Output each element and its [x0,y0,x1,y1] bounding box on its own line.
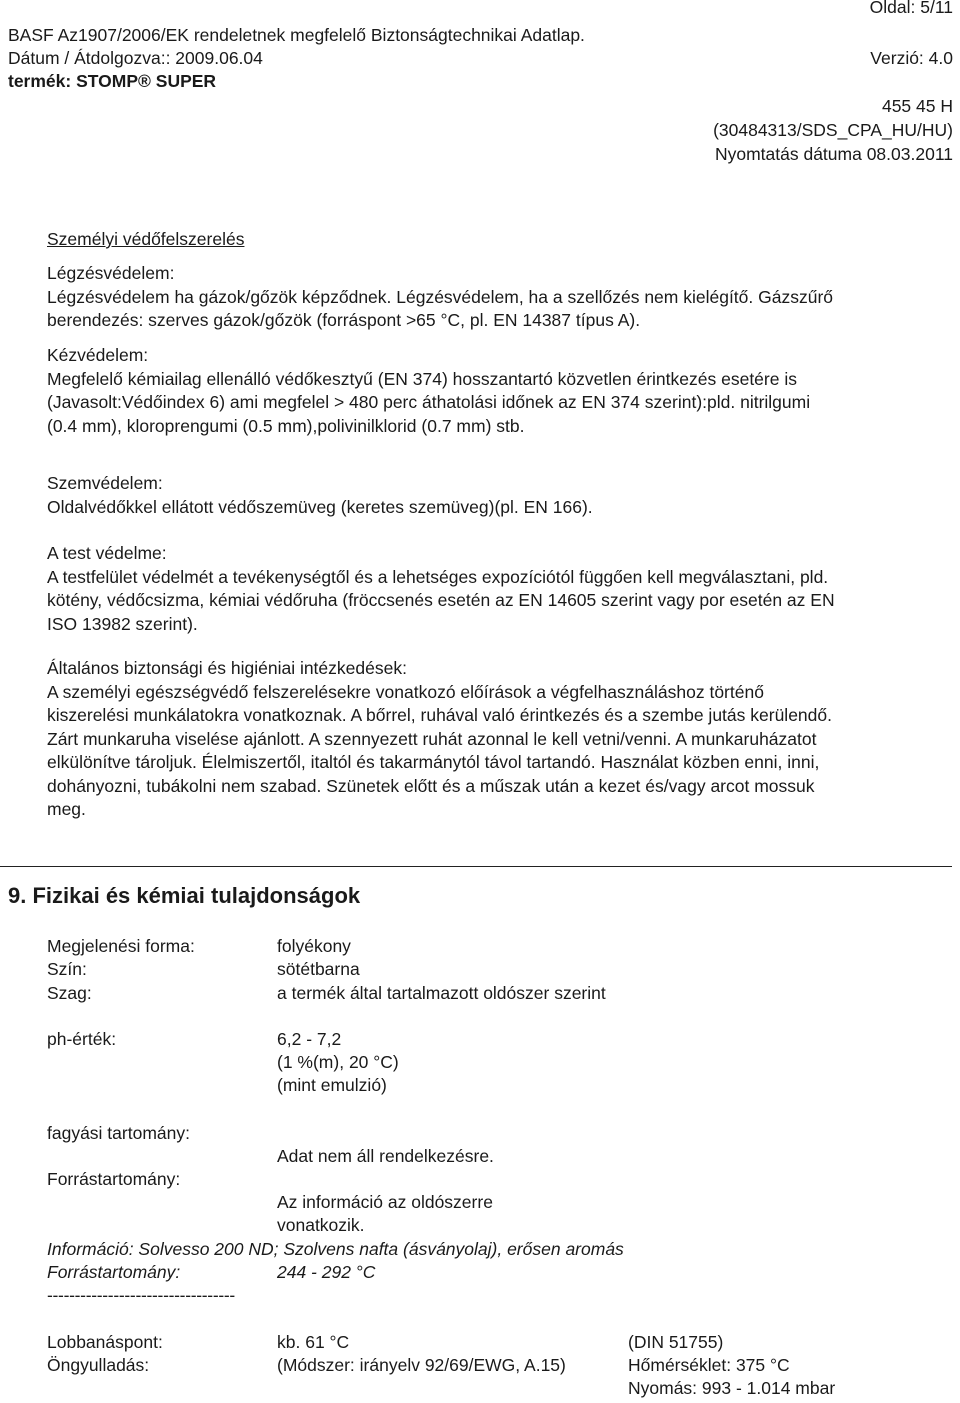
hand-protection [47,344,952,438]
auto-ignition-pressure: Nyomás: 993 - 1.014 mbar [628,1378,836,1398]
boiling-range-label: Forrástartomány: [47,1169,181,1189]
section-divider [0,866,952,867]
boiling-range-value: Az információ az oldószerre [277,1192,493,1212]
dashed-separator: ---------------------------------- [47,1285,235,1305]
ph-condition: (mint emulzió) [277,1075,387,1095]
hand-text-line: (0.4 mm), kloroprengumi (0.5 mm),polivinilklorid (0.7 mm) stb. [47,415,525,436]
hygiene-text-line: Zárt munkaruha viselése ajánlott. A szennyezett ruhát azonnal le kell vetni/venni. A munkaruházatot [47,728,817,749]
general-hygiene [47,657,952,822]
body-text-line: ISO 13982 szerint). [47,613,198,634]
respiratory-label: Légzésvédelem: [47,263,175,283]
hygiene-text-line: elkülönítve tároljuk. Élelmiszertől, italtól és takarmánytól távol tartandó. Használat közben enni, inni, [47,752,820,772]
respiratory-protection [47,262,952,333]
body-protection [47,542,952,636]
color-label: Szín: [47,959,87,979]
respiratory-text-line: Légzésvédelem ha gázok/gőzök képződnek. Légzésvédelem, ha a szellőzés nem kielégítő. Gázszűrő [47,286,834,307]
hand-text-line: (Javasolt:Védőindex 6) ami megfelel > 480 perc áthatolási időnek az EN 374 szerint):pld. nitrilgumi [47,392,811,412]
hygiene-text-line: dohányozni, tubákolni nem szabad. Szünetek előtt és a műszak után a kezet és/vagy arcot mossuk [47,775,815,796]
appearance-value: folyékony [277,936,351,956]
ph-value: 6,2 - 7,2 [277,1029,342,1049]
section-9-title: 9. Fizikai és kémiai tulajdonságok [8,883,361,908]
body-text-line: kötény, védőcsizma, kémiai védőruha (fröccsenés esetén az EN 14605 szerint vagy por esetén az EN [47,590,835,610]
flash-point-label: Lobbanáspont: [47,1332,163,1352]
product-name: STOMP® SUPER [76,71,217,91]
sds-code: (30484313/SDS_CPA_HU/HU) [713,120,953,140]
color-value: sötétbarna [277,959,360,979]
body-label: A test védelme: [47,543,167,563]
auto-ignition-method: (Módszer: irányelv 92/69/EWG, A.15) [277,1355,566,1375]
eye-protection [47,472,952,519]
revision-date: Dátum / Átdolgozva:: 2009.06.04 [8,48,263,68]
solvent-boiling-label: Forrástartomány: [47,1262,181,1282]
freezing-range-value: Adat nem áll rendelkezésre. [277,1146,494,1166]
boiling-range-value: vonatkozik. [277,1215,365,1235]
odor-value: a termék által tartalmazott oldószer szerint [277,983,606,1003]
appearance-label: Megjelenési forma: [47,936,195,956]
hygiene-text-line: kiszerelési munkálatokra vonatkoznak. A bőrrel, ruhával való érintkezés és a szembe jutás kerülendő. [47,705,832,725]
product-line [8,70,216,94]
eye-label: Szemvédelem: [47,473,163,493]
auto-ignition-label: Öngyulladás: [47,1355,150,1375]
hand-text-line: Megfelelő kémiailag ellenálló védőkesztyű (EN 374) hosszantartó közvetlen érintkezés esetére is [47,368,797,389]
product-prefix: termék: [8,71,72,91]
hand-label: Kézvédelem: [47,345,149,365]
freezing-range-label: fagyási tartomány: [47,1123,190,1143]
auto-ignition-temperature: Hőmérséklet: 375 °C [628,1355,790,1375]
ppe-title: Személyi védőfelszerelés [47,229,245,249]
flash-point-value: kb. 61 °C [277,1332,350,1352]
print-date: Nyomtatás dátuma 08.03.2011 [714,144,953,164]
respiratory-text-line: berendezés: szerves gázok/gőzök (forráspont >65 °C, pl. EN 14387 típus A). [47,310,641,330]
solvent-info: Információ: Solvesso 200 ND; Szolvens nafta (ásványolaj), erősen aromás [47,1239,624,1259]
document-title: BASF Az1907/2006/EK rendeletnek megfelelő Biztonságtechnikai Adatlap. [8,25,585,45]
eye-text-line: Oldalvédőkkel ellátott védőszemüveg (keretes szemüveg)(pl. EN 166). [47,496,593,517]
ph-condition: (1 %(m), 20 °C) [277,1052,399,1072]
hygiene-text-line: A személyi egészségvédő felszerelésekre vonatkozó előírások a végfelhasználáshoz történő [47,681,764,702]
odor-label: Szag: [47,983,92,1003]
version: Verzió: 4.0 [870,48,953,68]
hygiene-label: Általános biztonsági és higiéniai intézkedések: [47,658,407,678]
product-code: 455 45 H [881,96,953,116]
body-text-line: A testfelület védelmét a tevékenységtől és a lehetséges expozíciótól függően kell megválasztani, pld. [47,566,829,587]
hygiene-text-line: meg. [47,799,86,819]
flash-point-method: (DIN 51755) [628,1332,724,1352]
ph-label: ph-érték: [47,1029,117,1049]
solvent-boiling-value: 244 - 292 °C [277,1262,376,1282]
